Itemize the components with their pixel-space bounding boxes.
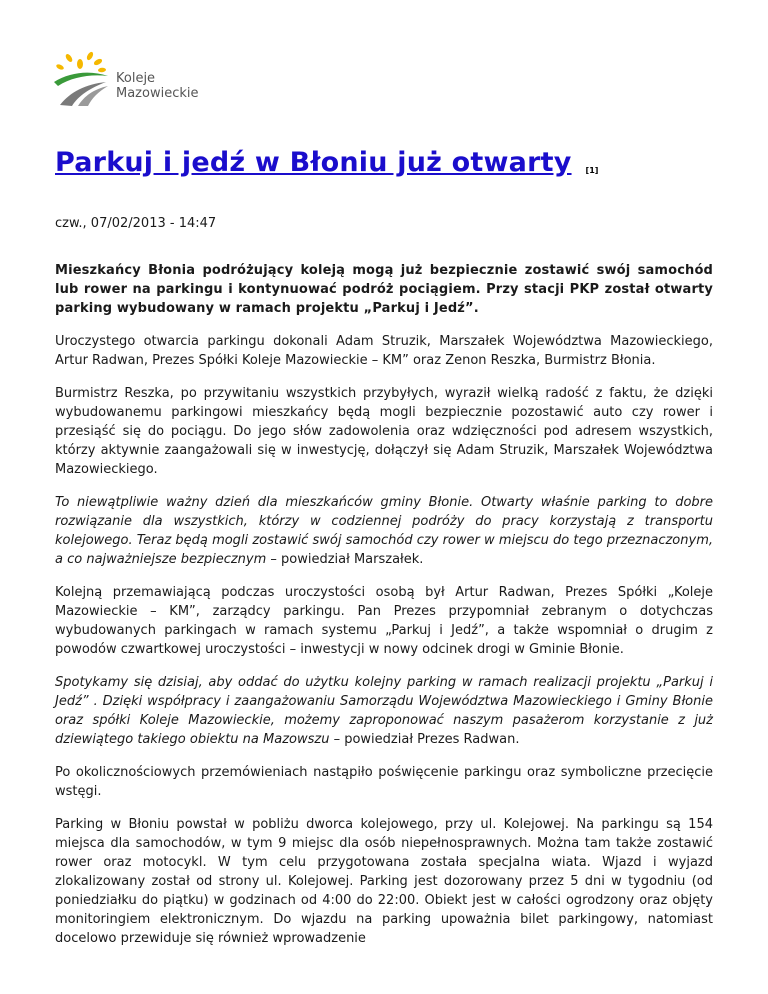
quote-2-attribution: – powiedział Prezes Radwan. bbox=[329, 732, 520, 747]
quote-1: To niewątpliwie ważny dzień dla mieszkańców gminy Błonie. Otwarty właśnie parking to dobre rozwiązanie dla wszystkich, którzy w codziennej podróży do pracy korzystają z transportu kolejowego. Teraz będą mogli zostawić swój samochód czy rower w miejscu do tego przeznaczonym, a co najważniejsze bezpiecznym bbox=[55, 495, 713, 567]
quote-2: Spotykamy się dzisiaj, aby oddać do użytku kolejny parking w ramach realizacji projektu „Parkuj i Jedź” . Dzięki współpracy i zaangażowaniu Samorządu Województwa Mazowieckiego i Gminy Błonie oraz spółki Koleje Mazowieckie, możemy zaproponować naszym pasażerom korzystanie z już dziewiątego takiego obiektu na Mazowszu bbox=[55, 675, 713, 747]
quote-paragraph-1 bbox=[55, 493, 713, 569]
article-body bbox=[55, 261, 713, 962]
logo-text bbox=[116, 71, 199, 101]
quote-1-attribution: – powiedział Marszałek. bbox=[266, 552, 424, 567]
reference-marker: [1] bbox=[585, 166, 599, 175]
paragraph-5: Parking w Błoniu powstał w pobliżu dworca kolejowego, przy ul. Kolejowej. Na parkingu są 154 miejsca dla samochodów, w tym 9 miejsc dla osób niepełnosprawnych. Można tam także zostawić rower oraz motocykl. W tym celu przygotowana została specjalna wiata. Wjazd i wyjazd zlokalizowany został od strony ul. Kolejowej. Parking jest dozorowany przez 5 dni w tygodniu (od poniedziałku do piątku) w godzinach od 4:00 do 22:00. Obiekt jest w całości ogrodzony oraz objęty monitoringiem elektronicznym. Do wjazdu na parking upoważnia bilet parkingowy, natomiast docelowo przewiduje się również wprowadzenie bbox=[55, 817, 713, 946]
sun-rails-icon bbox=[50, 50, 116, 110]
article-date: czw., 07/02/2013 - 14:47 bbox=[55, 216, 217, 231]
article-header bbox=[55, 147, 715, 178]
article-lead: Mieszkańcy Błonia podróżujący koleją mogą już bezpiecznie zostawić swój samochód lub rower na parkingu i kontynuować podróż pociągiem. Przy stacji PKP został otwarty parking wybudowany w ramach projektu „Parkuj i Jedź”. bbox=[55, 263, 713, 316]
paragraph-3: Kolejną przemawiającą podczas uroczystości osobą był Artur Radwan, Prezes Spółki „Koleje Mazowieckie – KM”, zarządcy parkingu. Pan Prezes przypomniał zebranym o dotychczas wybudowanych parkingach w ramach systemu „Parkuj i Jedź”, a także wspomniał o drugim z powodów czwartkowej uroczystości – inwestycji w nowy odcinek drogi w Gminie Błonie. bbox=[55, 585, 713, 657]
logo-line-2: Mazowieckie bbox=[116, 86, 199, 101]
koleje-mazowieckie-logo bbox=[50, 50, 210, 110]
article-title-link[interactable]: Parkuj i jedź w Błoniu już otwarty bbox=[55, 147, 572, 178]
quote-paragraph-2 bbox=[55, 673, 713, 749]
logo-line-1: Koleje bbox=[116, 71, 156, 86]
paragraph-1: Uroczystego otwarcia parkingu dokonali Adam Struzik, Marszałek Województwa Mazowieckiego, Artur Radwan, Prezes Spółki Koleje Mazowieckie – KM” oraz Zenon Reszka, Burmistrz Błonia. bbox=[55, 334, 713, 368]
paragraph-4: Po okolicznościowych przemówieniach nastąpiło poświęcenie parkingu oraz symboliczne przecięcie wstęgi. bbox=[55, 765, 713, 799]
paragraph-2: Burmistrz Reszka, po przywitaniu wszystkich przybyłych, wyraził wielką radość z faktu, że dzięki wybudowanemu parkingowi mieszkańcy będą mogli bezpiecznie pozostawić auto czy rower i przesiąść się do pociągu. Do jego słów zadowolenia oraz wdzięczności pod adresem wszystkich, którzy aktywnie zaangażowali się w inwestycję, dołączył się Adam Struzik, Marszałek Województwa Mazowieckiego. bbox=[55, 386, 713, 477]
